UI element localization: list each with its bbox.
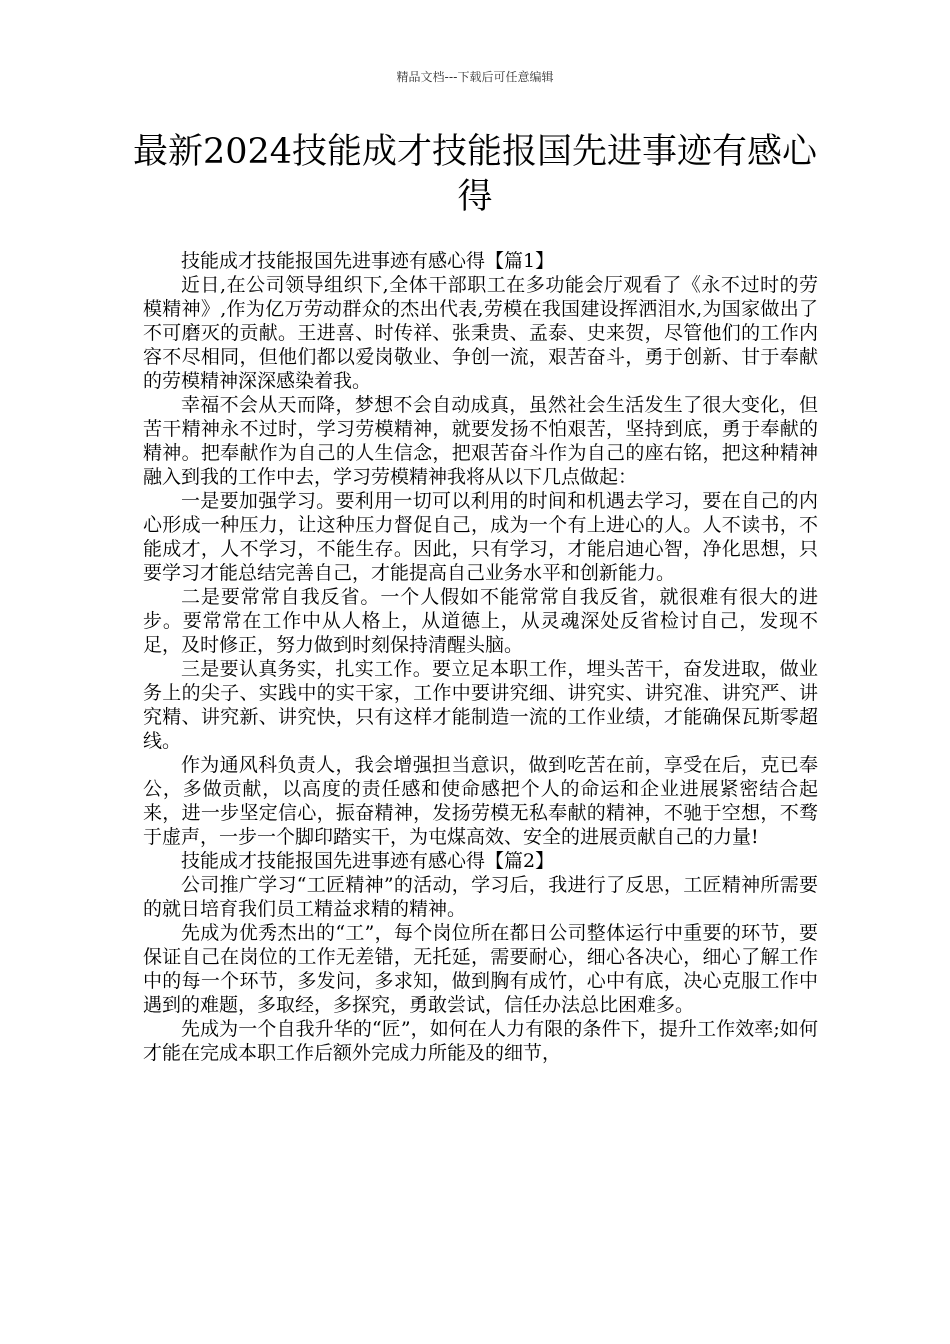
body-paragraph: 近日,在公司领导组织下,全体干部职工在多功能会厅观看了《永不过时的劳模精神》,作为亿万劳动群众的杰出代表,劳模在我国建设挥洒泪水,为国家做出了不可磨灭的贡献。王进喜、时传祥、张秉贵、孟泰、史来贺，尽管他们的工作内容不尽相同，但他们都以爱岗敬业、争创一流，艰苦奋斗，勇于创新、甘于奉献的劳模精神深深感染着我。 bbox=[143, 274, 818, 392]
body-paragraph: 一是要加强学习。要利用一切可以利用的时间和机遇去学习，要在自己的内心形成一种压力，让这种压力督促自己，成为一个有上进心的人。人不读书，不能成才，人不学习，不能生存。因此，只有学习，才能启迪心智，净化思想，只要学习才能总结完善自己，才能提高自己业务水平和创新能力。 bbox=[143, 490, 818, 584]
document-body bbox=[143, 249, 818, 1065]
body-paragraph: 先成为一个自我升华的“匠”，如何在人力有限的条件下，提升工作效率;如何才能在完成本职工作后额外完成力所能及的细节， bbox=[143, 1018, 818, 1064]
body-paragraph: 二是要常常自我反省。一个人假如不能常常自我反省，就很难有很大的进步。要常常在工作中从人格上，从道德上，从灵魂深处反省检讨自己，发现不足，及时修正，努力做到时刻保持清醒头脑。 bbox=[143, 586, 818, 656]
body-paragraph: 先成为优秀杰出的“工”，每个岗位所在都日公司整体运行中重要的环节，要保证自己在岗位的工作无差错，无托延，需要耐心，细心各决心，细心了解工作中的每一个环节，多发问，多求知，做到胸有成竹，心中有底，决心克服工作中遇到的难题，多取经，多探究，勇敢尝试，信任办法总比困难多。 bbox=[143, 922, 818, 1016]
document-title: 最新2024技能成才技能报国先进事迹有感心得 bbox=[132, 132, 818, 217]
body-paragraph: 公司推广学习“工匠精神”的活动，学习后，我进行了反思，工匠精神所需要的就日培育我们员工精益求精的精神。 bbox=[143, 874, 818, 920]
body-paragraph: 幸福不会从天而降，梦想不会自动成真，虽然社会生活发生了很大变化，但苦干精神永不过时，学习劳模精神，就要发扬不怕艰苦，坚持到底，勇于奉献的精神。把奉献作为自己的人生信念，把艰苦奋斗作为自己的座右铭，把这种精神融入到我的工作中去，学习劳模精神我将从以下几点做起： bbox=[143, 394, 818, 488]
section-heading-2: 技能成才技能报国先进事迹有感心得【篇2】 bbox=[181, 850, 555, 872]
page-header-note: 精品文档---下载后可任意编辑 bbox=[396, 70, 554, 84]
body-paragraph: 三是要认真务实，扎实工作。要立足本职工作，埋头苦干，奋发进取，做业务上的尖子、实践中的实干家，工作中要讲究细、讲究实、讲究准、讲究严、讲究精、讲究新、讲究快，只有这样才能制造一流的工作业绩，才能确保瓦斯零超线。 bbox=[143, 658, 818, 752]
section-heading-1: 技能成才技能报国先进事迹有感心得【篇1】 bbox=[181, 250, 555, 272]
body-paragraph: 作为通风科负责人，我会增强担当意识，做到吃苦在前，享受在后，克已奉公，多做贡献，以高度的责任感和使命感把个人的命运和企业进展紧密结合起来，进一步坚定信心，振奋精神，发扬劳模无私奉献的精神，不驰于空想，不骛于虚声，一步一个脚印踏实干，为屯煤高效、安全的进展贡献自己的力量! bbox=[143, 754, 818, 848]
